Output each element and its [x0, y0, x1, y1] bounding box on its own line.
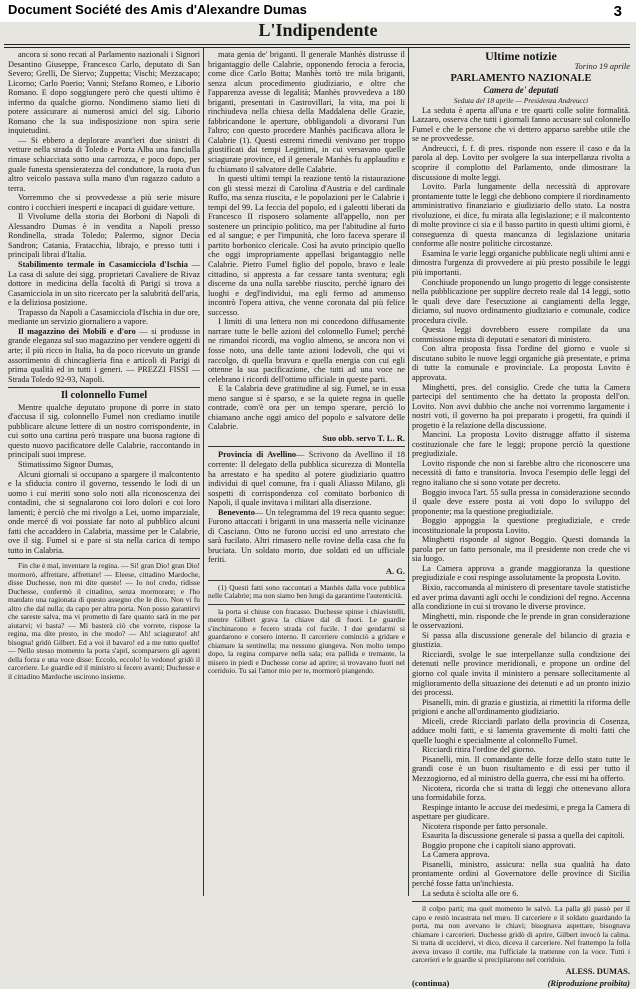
article-paragraph: In questi ultimi tempi la reazione tentò la ristaurazione con gli stessi mezzi di Carolina d'Austria e del cardinale Ruffo, ma senza riuscita, e le popolazioni per le Calabrie i tempi del 99. La feccia del popolo, ed i galeotti liberati da Francesco II risposero solamente all'appello, non per sostenere un principio politico, ma per l'abitudine al furto ed al sangue; e per l'impunità, che loro faceva sperare il partito borbonico clericale. Così ha avuto principio quello che oggi impropriamente appellasi brigantaggio nelle Calabrie. Pietro Fumel figlio del popolo, bravo e leale cittadino, si appresta a far cessare tanta sventura; egli discerne da una nulla sarebbe riuscito, perchè ignaro dei luoghi e degl'individui, ma egli fermo ad ammenso incontrò l'opera attiva, che venne coronata dal più felice successo.	[208, 174, 405, 317]
newspaper-masthead: L'Indipendente	[258, 20, 378, 40]
article-paragraph: Lovito risponde che non si farebbe altro che riconoscere una necessità di fatto e transitoria. Invoca l'esempio delle leggi del regno italiano che si sono votate per decreto.	[412, 458, 630, 488]
news-item-heading: Provincia di Avellino	[218, 450, 297, 460]
article-paragraph: Si passa alla discussione generale del bilancio di grazia e giustizia.	[412, 630, 630, 650]
masthead-rule-bottom	[4, 47, 630, 48]
page-number: 3	[613, 3, 622, 20]
article-paragraph: Questa leggi dovrebbero essere compilate da una commissione mista di deputati e senatori di ministero.	[412, 325, 630, 344]
article-paragraph: Pisanelli, min. di grazia e giustizia, ai rimettiti la riforma delle prigioni e anche all'ordinamento giudiziario.	[412, 697, 630, 717]
article-paragraph: ancora si sono recati al Parlamento nazionali i Signori Desantino Giuseppe, Francesco Carlo, deputato di San Severo; Grelli, De Siervo; Zuppetta; Vischi; Mezzacapo; Licorno; Carlo Poerio; Vanni; Stefano Romeo, e Liborio Romano. E dopo soggiungere però che questi ultimo è infermo da qualche giorno. Nondimeno siamo lieti di potere assicurare ai numerosi amici del sig. Liborio Romano che la sua indisposizione non spira serie inquietudini.	[8, 50, 200, 136]
feuilleton-text: la porta si chiuse con fracasso. Duchesse spinse i chiavistelli, mentre Gilbert grava la chiave dal di fuori. Le guardie s'inchinarono e fecero strada col fucile. I due gendarmi si guardarono e corsero interno. Il carceriere cominciò a gridare e chiamare la sentinella; ma nessuno giungeva. Non molto tempo dopo, la regina comparve nella sala; era pallida e tremante, la misero in piedi e Duchesse corse ad aprire; si trovavano fuori nel corridoio. Tu sai l'amor mio per te, mormorò piangendo.	[208, 606, 405, 676]
news-item-heading: Stabilimento termale in Casamicciola d'Ischia	[18, 260, 188, 270]
footnote-divider	[208, 580, 405, 581]
article-paragraph: Pisanelli, ministro, assicura: nella sua qualità ha dato prontamente ordini al Governatore delle province di Sicilia perché fosse fatta un'inchiesta.	[412, 859, 630, 888]
column-separator-1	[203, 48, 204, 896]
section-heading-parliament: PARLAMENTO NAZIONALE	[450, 73, 592, 85]
article-paragraph: La Camera approva.	[422, 850, 490, 860]
author-signature: ALESS. DUMAS.	[565, 965, 630, 976]
article-paragraph: Bixio, raccomanda al ministero di presentare tavole statistiche ed aver prima davanti agli occhi le condizioni del regno. Accenna alla condizione in cui si trovano le diverse province.	[412, 583, 630, 612]
feuilleton-text: il colpo parti; ma quel momento le salvò. La palla gli passò per il capo e restò incastrata nel muro. Il carceriere e il soldato guardando la porta, ma non avevano le chiavi; bisognava aspettare, bisognava chiamare i carcerieri. Duchesse gridò di aprire, Gilbert invocò la calma. Si tratta di uccidervi, vi dico, diceva il carceriere. Nel frattempo la folla aveva invaso il cortile, ma l'ufficiale la trattenne con la voce. Tutti i carcerieri e le guardie si precipitarono nel corridoio.	[412, 904, 630, 965]
news-item-heading: Il magazzino dei Mobili e d'oro	[18, 326, 136, 336]
article-paragraph: La Camera approva a grande maggioranza la questione pregiudiziale e così respinge assolutamente la proposta Lovito.	[412, 563, 630, 583]
column-separator-2	[408, 48, 409, 896]
article-paragraph: Trapasso da Napoli a Casamicciola d'Ischia in due ore, mediante un servizio giornaliero a vapore.	[8, 307, 200, 327]
feuilleton-divider	[412, 901, 630, 902]
article-paragraph: Boggio appoggia la questione pregiudiziale, e crede incostituzionale la proposta Lovito.	[412, 516, 630, 535]
article-paragraph: Ricciardi, svolge le sue interpellanze sulla condizione dei detenuti nelle province meridionali, e propone un ordine del giorno col quale invita il ministero a pensare sollecitamente al miglioramento della situazione dei detenuti e ad un pronto inizio dei processi.	[412, 649, 630, 698]
document-header-bar	[0, 0, 636, 22]
article-paragraph: Conchiude proponendo un lungo progetto di legge consistente nella pubblicazione per supplire decreto reale dal 14 leggi, sotto le quali deve dare l'esecuzione ai cangiamenti della legge, diciamo, sul nuovo ordinamento giudiziario e comunale, codice procedura civile.	[412, 277, 630, 325]
feuilleton-divider	[208, 604, 405, 605]
section-heading-latest-news: Ultime notizie	[485, 49, 557, 63]
article-paragraph: Minghetti, pres. del consiglio. Crede che tutta la Camera partecipi del sentimento che ha dettato la proposta dell'on. Lovito. Non avvi dubbio che anche noi vorremmo largamente i nostri voti, il governo ha poi preparato i progetti, fra quindi il progetto è la relazione della discussione.	[412, 382, 630, 430]
section-divider	[8, 387, 200, 388]
article-paragraph: Vorremmo che si provvedesse a più serie misure contro i cocchieri inesperti e incapaci di guidare vetture.	[8, 193, 200, 212]
article-paragraph: Minghetti, min. risponde che le prende in gran considerazione le osservazioni.	[412, 611, 630, 631]
column-middle	[208, 50, 405, 896]
article-paragraph: I limiti di una lettera non mi concedono diffusamente narrare tutte le belle azioni del colonnello Fumel; perchè ne rimandoì ricordi, ma voglio almeno, se ancora non vi fosse noto, una delle tante azioni lodevoli, che qui vi raccolgo, di quella bravura e quella energia con cui egli ottenne la sua pacificazione, che tutti ad una voce ne celebrano i ricordi dell'ottimo ufficiale in queste parti.	[208, 317, 405, 384]
footnote: (1) Questi fatti sono raccontati a Manhès dalla voce pubblica nelle Calabrie; ma non siamo ben lungi da garantirne l'autenticità.	[208, 582, 405, 601]
article-paragraph: Ricciardi ritira l'ordine del giorno.	[422, 745, 536, 755]
article-paragraph: Nicotera, ricorda che si tratta di leggi che ottenevano allora una formidabile forza.	[412, 783, 630, 803]
news-item-text: — Scrivono da Avellino il 18 corrente: Il delegato della pubblica sicurezza di Montella ha arrestato e ha spedito al potere giudiziario quattro individui di quel comune, fra i quali Aliasso Milano, gli sospetti di corrispondenza col comitato borbonico di Napoli, il quale invitava i militari alla diserzione.	[208, 450, 406, 508]
article-paragraph: Mentre qualche deputato propone di porre in stato d'accusa il sig. colonnello Fumel non crediamo inutile pubblicare alcune lettere di un nostro corrispondente, in cui sotto una cartina però traspare una buona ragione di questo nuovo pacificatore delle Calabrie, raccontando in principali suoi imprese.	[8, 402, 200, 460]
article-paragraph: Minghetti risponde al signor Boggio. Questi domanda la parola per un fatto personale, ma il presidente non crede che vi sia luogo.	[412, 535, 630, 564]
masthead-rule-top	[4, 44, 630, 45]
article-paragraph: Esamina le varie leggi organiche pubblicate negli ultimi anni e dimostra l'urgenza di provvedere ai più presto possibile le leggi più importanti.	[412, 248, 630, 277]
subheading-chamber: Camera de' deputati	[483, 84, 559, 95]
article-paragraph: Alcuni giornali si occupano a spargere il malcontento e la sfiducia contro il governo, tessendo le lodi di un uomo i cui meriti sono solo noti alla riconoscenza dei contadini, che si segnalarono coi loro dolori e coi loro lamenti; è perciò che mi rivolgo a Lei, uomo imparziale, onde mercé di voi possiate far noto al pubblico alcuni fatti che accaddero in Calabria, massime per le Calabrie, ove il sig. Fumel si e pare si sta nella carica di tempo tutto in Calabria.	[8, 469, 200, 555]
article-paragraph: — Si ebbero a deplorare avant'ieri due sinistri di vetture nella strada di Toledo e Porta Alba una fanciulla rimase schiacciata sotto una carrozza, e poco dopo, per guale funesta spensieratezza del conduttore, la ruota d'un altro veicolo passava sulla mano d'un ragazzo caduto a terra.	[8, 135, 200, 193]
news-signature: A. G.	[385, 565, 405, 576]
article-paragraph: Nicotera risponde per fatto personale.	[422, 821, 548, 831]
section-divider	[208, 446, 405, 447]
article-paragraph: Respinge intanto le accuse dei medesimi, e prega la Camera di aspettare per giudicare.	[412, 802, 630, 822]
article-paragraph: La seduta è aperta all'una e tre quarti colle solite formalità. Lazzaro, osserva che tutti i giornali fanno accusare sul colonnello Fumel e che le persone che vi dettero apparso sarebbe utile che se ne provvedesse.	[412, 105, 630, 144]
feuilleton-footer	[412, 979, 630, 989]
article-paragraph: Con altra proposta fissa l'ordine del giorno e vuole si discutano subito le nuove leggi organiche già presentate, e prima di tutte la comunale e provinciale. La proposta Lovito è approvata.	[412, 344, 630, 382]
news-item-text: — Un telegramma del 19 reca quanto segue: Furono attaccati i briganti in una masseria nelle vicinanze di Casciano. Otto ne furono uccisi ed uno arrestato che sarà fucilato. Altri rimasero nelle rovine della casa che fu bruciata. Un soldato morto, due soldati ed un ufficiale feriti.	[208, 507, 405, 565]
letter-salutation: Stimatissimo Signor Dumas,	[18, 459, 114, 469]
article-paragraph: Mancini. La proposta Lovito distrugge affatto il sistema costituzionale che fare le leggi; propone perciò la questione pregiudiziale.	[412, 430, 630, 459]
column-left	[8, 50, 200, 896]
column-right	[412, 49, 630, 989]
section-heading-fumel: Il colonnello Fumel	[60, 390, 148, 402]
article-paragraph: La seduta è sciolta alle ore 6.	[422, 888, 519, 898]
letter-signature: Suo obb. servo T. L. R.	[322, 432, 405, 443]
reproduction-notice: (Riproduzione proibita)	[547, 978, 630, 989]
article-paragraph: Esaurita la discussione generale si passa a quella dei capitoli.	[422, 831, 625, 841]
article-paragraph: Il Vivolume della storia dei Borboni di Napoli di Alessandro Dumas è in vendita a Napoli presso Rondinella, strada Toledo; Palermo, signor Decia Sandron; Catania, Fratacchia, librajo, e presso tutti i principali librai d'Italia.	[8, 212, 200, 260]
article-paragraph: Andreucci, f. f. di pres. risponde non essere il caso e da la parola al dep. Lovito per svolgere la sua interpellanza rivolta a scoprire il complotto del Parlamento, onde dimostrare la discussione di molte leggi.	[412, 143, 630, 182]
article-paragraph: mata genia de' briganti. Il generale Manhès distrusse il brigantaggio delle Calabrie, opponendo ferocia a ferocia, come dice Carlo Botta; Manhès tortò tre mila briganti, senza alcun procedimento giudiziario, e oltre che l'apparenza avesse di legalità; Manhès provvedeva a 180 briganti, presentati in Castrovillari, la vita, ma poi li rinchiudeva nella chiesa della Maddalena delle Grazie, fabbricandone le aperture, obbligandoli a divorarsi l'un l'altro; con questo procedere Manhès pacificava allora le Calabrie (1). Questi estremi rimedii venivano per troppo giustificati dai tempi Legittimi, in cui versavano quelle sciagurate province, ed il generale Manhès fu applaudito e fu chiamato il salvatore delle Calabrie.	[208, 50, 405, 174]
dateline: Torino 19 aprile	[574, 60, 630, 71]
document-title: Document Société des Amis d'Alexandre Dumas	[8, 2, 307, 17]
news-item-text: — si produsse in grande eleganza sul suo magazzino per vendere oggetti di arte; il più ricco in Italia, ha da poco ricevuto un grande assortimento di chincaglieria fina e articoli di Parigi di prima qualità ed in tutti i generi. — PREZZI FISSI — Strada Toledo 92-93, Napoli.	[8, 326, 200, 384]
article-paragraph: Boggio invoca l'art. 55 sulla pressa in considerazione secondo il quale deve essere posta ai voti dopo lo sviluppo del proponente; ma la questione pregiudiziale.	[412, 487, 630, 516]
continued-label: (continua)	[412, 978, 450, 989]
news-item-text: — La casa di salute dei sigg. proprietari Cavaliere de Rivaz dottore in medicina della facoltà di Parigi si trova a Casamicciola in un sito ricercato per la salubrità dell'aria, e la deliziosa posizione.	[8, 260, 200, 308]
article-paragraph: Lovito. Parla lungamente della necessità di approvare prontamente tutte le leggi che debbono compiere il riordinamento amministrativo finanziario e giudiziario dello stato. La nostra rivoluzione, ei dice, fu mirata alla legislazione; e il malcontento di molte province ci sia e il basso partito in questi ultimi giorni, è conseguenza di questa mancanza di legislazione unitaria conforme alle nostre politiche circostanze.	[412, 182, 630, 249]
news-item-heading: Benevento	[218, 507, 255, 517]
feuilleton-divider	[8, 558, 200, 559]
article-paragraph: Pisanelli, min. Il comandante delle forze dello stato tutte le grandi cose è un buon risultamento e di essi per tutto il Mezzogiorno, ed al ministro della guerra, che essi mi ha offerto.	[412, 754, 630, 783]
article-paragraph: Miceli, crede Ricciardi parlato della provincia di Cosenza, adduce molti fatti, e si lamenta gravemente di molti fatti che quelle luoghi e specialmente al colonnello Fumel.	[412, 716, 630, 745]
feuilleton-text: Fin che è mal, inventare la regina. — Si! gran Dio! gran Dio! mormorò, affrettare, affrettate! — Eleese, cittadino Mardoche, disse Duchesse, non mi dite queste! — Io nol credo, ridisse Duchesse, confermò il cittadino, senza mormorare; e l'ho mandato una ragionata di questo assegno che le dico. Non vi fu altro che dal nulla; da capo per altra porta. Non posso garantirvi che sareste salva, ma vi prometto di fare quanto sarà in me per aiutarvi; vi basta? — Mi basterà ciò che vorrete, rispose la regina, ma dite presto, in che modo? — Ah! sciagurato! ah! bisogna! gridò Gilbert. Ed a voi il bavaro! ed a me tutto quello! — Nello stesso momento la porta s'aprì, scomparsero gli agenti della forza e una voce disse: Eccolo, eccolo! lo vedono! gridò il carceriere. Le guardie ed il ministro si fecero avanti; Duchesse e il cittadino Mardoche uscirono insieme.	[8, 561, 200, 681]
article-paragraph: E la Calabria deve gratitudine al sig. Fumel, se in essa meno sangue si è sparso, e se la quiete regna in quelle contrade, com'è ora per un tempo sperare, perciò lo chiamano anche oggi amico del popolo e salvatore delle Calabrie.	[208, 384, 405, 432]
article-paragraph: Boggio propone che i capitoli siano approvati.	[422, 840, 576, 850]
session-line: Seduta del 18 aprile — Presidenza Andreucci	[453, 96, 589, 106]
